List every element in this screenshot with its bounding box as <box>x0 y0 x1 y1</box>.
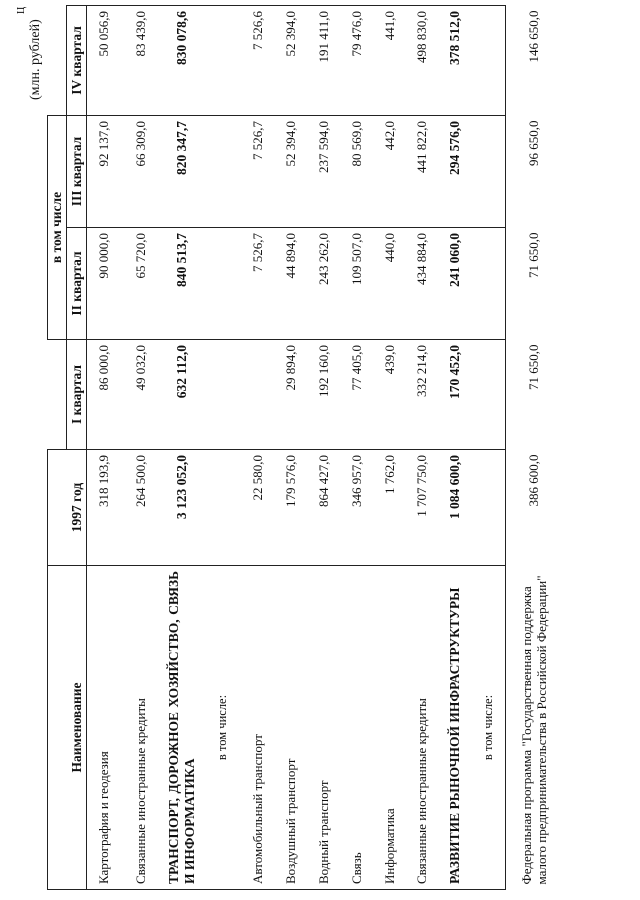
row-year: 1 084 600,0 <box>439 450 472 566</box>
units-label: (млн. рублей) <box>28 19 43 100</box>
row-q4: 146 650,0 <box>526 10 542 63</box>
row-name: Водный транспорт <box>308 566 341 890</box>
row-name: Федеральная программа "Государственная поддержка малого предпринимательства в Российской Федерации" <box>518 575 549 885</box>
row-q3: 52 394,0 <box>275 115 308 227</box>
row-q4: 52 394,0 <box>275 5 308 115</box>
row-q1: 71 650,0 <box>526 344 542 390</box>
row-q3 <box>203 115 243 227</box>
row-name: в том числе: <box>472 566 506 890</box>
row-q2: 840 513,7 <box>161 228 203 340</box>
header-name: Наименование <box>48 566 87 890</box>
header-q1: I квартал <box>67 340 87 450</box>
row-q4: 50 056,9 <box>87 5 123 115</box>
row-q1: 170 452,0 <box>439 340 472 450</box>
row-q1: 86 000,0 <box>87 340 123 450</box>
row-q2 <box>472 228 506 340</box>
table-row <box>407 5 439 889</box>
row-q4: 7 526,6 <box>243 5 275 115</box>
table-row <box>243 5 275 889</box>
row-year: 346 957,0 <box>341 450 374 566</box>
row-q4: 498 830,0 <box>407 5 439 115</box>
row-q3: 442,0 <box>374 115 407 227</box>
row-q1: 192 160,0 <box>308 340 341 450</box>
table-row <box>203 5 243 889</box>
row-year: 1 707 750,0 <box>407 450 439 566</box>
row-q2: 65 720,0 <box>123 228 161 340</box>
row-q1: 632 112,0 <box>161 340 203 450</box>
row-q2: 109 507,0 <box>341 228 374 340</box>
row-name: Автомобильный транспорт <box>243 566 275 890</box>
row-q3: 80 569,0 <box>341 115 374 227</box>
row-q4: 830 078,6 <box>161 5 203 115</box>
row-q1 <box>203 340 243 450</box>
header-q4: IV квартал <box>67 5 87 115</box>
row-q3 <box>472 115 506 227</box>
table-row <box>161 5 203 889</box>
row-q3: 96 650,0 <box>526 120 542 166</box>
row-year: 179 576,0 <box>275 450 308 566</box>
table-row <box>439 5 472 889</box>
table-row <box>308 5 341 889</box>
row-year: 264 500,0 <box>123 450 161 566</box>
row-q4 <box>472 5 506 115</box>
row-q3: 237 594,0 <box>308 115 341 227</box>
row-q3: 92 137,0 <box>87 115 123 227</box>
row-q1: 49 032,0 <box>123 340 161 450</box>
row-q2: 440,0 <box>374 228 407 340</box>
row-q4: 79 476,0 <box>341 5 374 115</box>
row-q3: 66 309,0 <box>123 115 161 227</box>
row-year: 864 427,0 <box>308 450 341 566</box>
header-group: в том числе <box>48 115 67 339</box>
header-q3: III квартал <box>67 115 87 227</box>
row-q3: 294 576,0 <box>439 115 472 227</box>
row-q2: 90 000,0 <box>87 228 123 340</box>
row-q3: 820 347,7 <box>161 115 203 227</box>
page-number: Ц <box>16 6 27 14</box>
row-q1 <box>472 340 506 450</box>
row-q4: 441,0 <box>374 5 407 115</box>
row-year: 22 580,0 <box>243 450 275 566</box>
table-row <box>374 5 407 889</box>
row-name: ТРАНСПОРТ, ДОРОЖНОЕ ХОЗЯЙСТВО, СВЯЗЬ И ИНФОРМАТИКА <box>161 566 203 890</box>
row-q3: 7 526,7 <box>243 115 275 227</box>
budget-table <box>47 5 564 890</box>
row-name: в том числе: <box>203 566 243 890</box>
row-name: Информатика <box>374 566 407 890</box>
row-year <box>203 450 243 566</box>
row-name: Связанные иностранные кредиты <box>407 566 439 890</box>
row-q4: 83 439,0 <box>123 5 161 115</box>
row-q1 <box>243 340 275 450</box>
row-year: 318 193,9 <box>87 450 123 566</box>
row-q2: 243 262,0 <box>308 228 341 340</box>
row-name: РАЗВИТИЕ РЫНОЧНОЙ ИНФРАСТРУКТУРЫ <box>439 566 472 890</box>
table-row <box>123 5 161 889</box>
header-year: 1997 год <box>48 450 87 566</box>
table-row <box>506 5 564 889</box>
header-q2: II квартал <box>67 228 87 340</box>
table-row <box>472 5 506 889</box>
row-q4 <box>203 5 243 115</box>
row-year <box>472 450 506 566</box>
row-name: Картография и геодезия <box>87 566 123 890</box>
row-q2 <box>203 228 243 340</box>
row-q2: 71 650,0 <box>526 232 542 278</box>
table-row <box>341 5 374 889</box>
row-q1: 29 894,0 <box>275 340 308 450</box>
row-q1: 439,0 <box>374 340 407 450</box>
row-name: Связь <box>341 566 374 890</box>
row-q2: 44 894,0 <box>275 228 308 340</box>
row-q2: 7 526,7 <box>243 228 275 340</box>
row-year: 3 123 052,0 <box>161 450 203 566</box>
table-row <box>87 5 123 889</box>
row-q3: 441 822,0 <box>407 115 439 227</box>
row-name: Связанные иностранные кредиты <box>123 566 161 890</box>
row-year: 386 600,0 <box>526 454 542 507</box>
row-q2: 241 060,0 <box>439 228 472 340</box>
row-q4: 378 512,0 <box>439 5 472 115</box>
row-q1: 77 405,0 <box>341 340 374 450</box>
row-q1: 332 214,0 <box>407 340 439 450</box>
row-q2: 434 884,0 <box>407 228 439 340</box>
row-q4: 191 411,0 <box>308 5 341 115</box>
row-name: Воздушный транспорт <box>275 566 308 890</box>
row-year: 1 762,0 <box>374 450 407 566</box>
table-row <box>275 5 308 889</box>
